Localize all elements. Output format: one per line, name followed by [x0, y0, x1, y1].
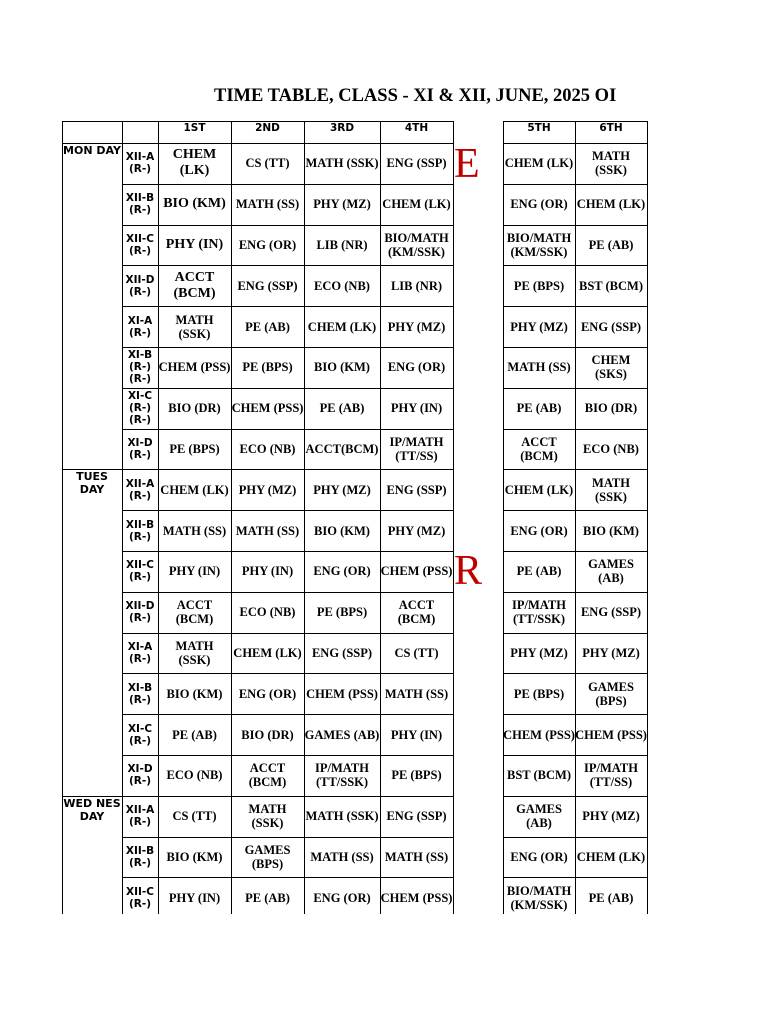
timetable-cell: ENG (SSP) [386, 482, 447, 497]
timetable-cell: LIB (NR) [390, 278, 443, 293]
timetable-cell: MATH (SSK) [175, 312, 214, 341]
timetable-cell: CHEM (LK) [382, 197, 451, 212]
timetable-cell: CHEM (PSS) [503, 727, 575, 742]
timetable-cell: MATH (SSK) [305, 809, 379, 824]
timetable-cell: CS (TT) [172, 809, 217, 824]
class-label: XI-A (R-) [127, 314, 153, 339]
timetable-cell: CHEM (PSS) [306, 686, 378, 701]
class-label: XII-C (R-) [126, 232, 154, 257]
timetable-cell: MATH (SS) [384, 686, 449, 701]
timetable-cell: PHY (MZ) [387, 319, 446, 334]
timetable-cell: CHEM (LK) [172, 147, 217, 179]
day-label: MON DAY [63, 144, 121, 157]
timetable-cell: MATH (SS) [235, 523, 300, 538]
day-label: WED NES DAY [63, 796, 121, 823]
timetable-cell: MATH (SS) [310, 849, 374, 864]
timetable-cell: CHEM (LK) [233, 645, 302, 660]
timetable-cell: ECO (NB) [583, 441, 639, 456]
timetable-cell: ENG (OR) [510, 849, 568, 864]
timetable-cell: PE (AB) [588, 890, 634, 905]
timetable-cell: CHEM (PSS) [231, 401, 304, 416]
timetable-cell: GAMES (AB) [516, 802, 562, 831]
page-title: TIME TABLE, CLASS - XI & XII, JUNE, 2025 OI [214, 86, 617, 106]
timetable-cell: PE (BPS) [391, 768, 442, 783]
timetable-cell: CHEM (LK) [576, 197, 646, 212]
class-label: XII-A (R-) [125, 151, 155, 176]
timetable-cell: CHEM (SKS) [591, 353, 631, 382]
timetable-cell: CHEM (LK) [504, 482, 574, 497]
timetable-cell: BIO (KM) [314, 523, 370, 538]
timetable-cell: CHEM (LK) [307, 319, 377, 334]
period-header: 3RD [329, 122, 355, 134]
period-header: 6TH [599, 122, 623, 134]
timetable-cell: MATH (SS) [235, 197, 300, 212]
timetable-cell: IP/MATH (TT/SSK) [315, 761, 369, 790]
period-header: 1ST [183, 122, 206, 134]
timetable-cell: PHY (IN) [390, 727, 443, 742]
timetable-cell: IP/MATH (TT/SS) [389, 434, 444, 463]
timetable-cell: PE (AB) [245, 319, 290, 334]
timetable-cell: CHEM (PSS) [380, 890, 453, 905]
timetable-cell: BIO (KM) [314, 360, 370, 375]
timetable-cell: ACCT (BCM) [175, 598, 214, 627]
timetable-cell: ECO (NB) [239, 605, 296, 620]
timetable-cell: ACCT (BCM) [173, 269, 216, 301]
timetable-cell: PE (BPS) [316, 605, 368, 620]
timetable-cell: PHY (MZ) [313, 197, 371, 212]
timetable-cell: ECO (NB) [166, 768, 223, 783]
timetable-cell: ENG (SSP) [580, 319, 642, 334]
timetable-cell: PE (BPS) [242, 360, 293, 375]
class-label: XII-C (R-) [126, 559, 154, 584]
timetable-cell: CHEM (PSS) [575, 727, 647, 742]
class-label: XII-B (R-) [125, 844, 155, 869]
timetable-cell: PHY (MZ) [582, 645, 640, 660]
timetable-cell: MATH (SSK) [175, 638, 214, 667]
timetable-cell: MATH (SSK) [592, 149, 630, 178]
timetable-cell: ENG (SSP) [311, 645, 373, 660]
timetable-cell: CHEM (LK) [160, 482, 229, 497]
period-header: 2ND [255, 122, 280, 134]
timetable-cell: MATH (SSK) [305, 156, 379, 171]
timetable-cell: ENG (OR) [387, 360, 446, 375]
timetable-cell: BST (BCM) [578, 278, 643, 293]
timetable-cell: PE (AB) [245, 890, 290, 905]
timetable-cell: PHY (MZ) [238, 482, 297, 497]
timetable-cell: BIO/MATH (KM/SSK) [384, 230, 449, 259]
class-label: XII-A (R-) [125, 477, 155, 502]
timetable-cell: PHY (MZ) [582, 809, 640, 824]
timetable-cell: CS (TT) [394, 645, 439, 660]
timetable-cell: BST (BCM) [506, 768, 571, 783]
timetable-cell: CHEM (LK) [576, 849, 646, 864]
class-label: XII-D (R-) [125, 273, 155, 298]
timetable-cell: IP/MATH (TT/SSK) [512, 598, 566, 627]
timetable-cell: BIO (DR) [241, 727, 294, 742]
timetable-cell: PHY (MZ) [510, 645, 568, 660]
timetable-cell: CHEM (PSS) [158, 360, 231, 375]
timetable-cell: ENG (SSP) [386, 156, 447, 171]
timetable-cell: PE (AB) [319, 401, 365, 416]
timetable-cell: ENG (OR) [238, 237, 297, 252]
grid-line [647, 121, 648, 914]
timetable-cell: PE (AB) [588, 237, 634, 252]
class-label: XI-B (R-) [127, 681, 153, 706]
grid-line [453, 121, 454, 914]
timetable-cell: PHY (MZ) [387, 523, 446, 538]
class-label: XI-D (R-) [127, 436, 153, 461]
class-label: XII-C (R-) [126, 885, 154, 910]
period-header: 5TH [527, 122, 551, 134]
timetable-cell: GAMES (AB) [588, 557, 634, 586]
timetable-cell: LIB (NR) [316, 237, 368, 252]
class-label: XI-B (R-) (R-) [127, 349, 153, 386]
timetable-cell: CHEM (LK) [504, 156, 574, 171]
timetable-cell: PHY (IN) [390, 401, 443, 416]
class-label: XI-D (R-) [127, 763, 153, 788]
timetable-cell: MATH (SS) [162, 523, 227, 538]
class-label: XI-C (R-) [127, 722, 153, 747]
timetable-cell: MATH (SS) [384, 849, 449, 864]
day-label: TUES DAY [76, 470, 108, 497]
class-label: XI-C (R-) (R-) [127, 390, 153, 427]
timetable-cell: ENG (OR) [510, 523, 568, 538]
timetable-cell: ENG (SSP) [580, 605, 642, 620]
timetable-cell: CS (TT) [245, 156, 290, 171]
timetable-cell: ENG (OR) [510, 197, 568, 212]
timetable-cell: GAMES (BPS) [244, 842, 291, 871]
timetable-cell: PE (AB) [172, 727, 217, 742]
timetable-cell: PE (AB) [516, 401, 562, 416]
class-label: XII-B (R-) [125, 518, 155, 543]
timetable-cell: PE (BPS) [169, 441, 220, 456]
timetable-cell: IP/MATH (TT/SS) [584, 761, 638, 790]
timetable-cell: BIO (KM) [166, 686, 223, 701]
timetable-cell: ENG (OR) [313, 890, 371, 905]
timetable-cell: ENG (SSP) [237, 278, 298, 293]
timetable-cell: ACCT (BCM) [248, 761, 287, 790]
timetable-cell: PHY (MZ) [510, 319, 568, 334]
timetable-cell: PHY (IN) [165, 236, 224, 252]
timetable-cell: ENG (OR) [238, 686, 297, 701]
timetable-cell: ACCT (BCM) [520, 434, 558, 463]
timetable-cell: BIO/MATH (KM/SSK) [506, 230, 572, 259]
timetable-cell: GAMES (AB) [304, 727, 380, 742]
timetable-cell: MATH (SSK) [592, 475, 630, 504]
period-header: 4TH [404, 122, 429, 134]
timetable-cell: ENG (SSP) [386, 809, 447, 824]
class-label: XII-A (R-) [125, 804, 155, 829]
class-label: XII-D (R-) [125, 600, 155, 625]
timetable-cell: ENG (OR) [313, 564, 371, 579]
timetable-cell: GAMES (BPS) [588, 679, 634, 708]
timetable-cell: ACCT (BCM) [397, 598, 436, 627]
break-letter: R [454, 548, 483, 594]
timetable-cell: BIO (KM) [163, 196, 226, 212]
timetable-cell: PE (BPS) [513, 278, 565, 293]
timetable-cell: ECO (NB) [239, 441, 296, 456]
timetable-cell: MATH (SS) [507, 360, 571, 375]
break-letter: E [454, 141, 480, 187]
timetable-cell: BIO (KM) [583, 523, 639, 538]
timetable-cell: ACCT(BCM) [305, 441, 379, 456]
timetable-cell: PE (AB) [516, 564, 562, 579]
timetable-cell: CHEM (PSS) [380, 564, 453, 579]
class-label: XII-B (R-) [125, 192, 155, 217]
class-label: XI-A (R-) [127, 640, 153, 665]
timetable-cell: PHY (IN) [241, 564, 294, 579]
timetable-cell: BIO (DR) [168, 401, 221, 416]
timetable-cell: MATH (SSK) [248, 802, 287, 831]
timetable-cell: BIO (DR) [584, 401, 638, 416]
timetable-cell: BIO/MATH (KM/SSK) [506, 883, 572, 912]
timetable-cell: BIO (KM) [166, 849, 223, 864]
grid-line [62, 121, 63, 914]
timetable-cell: PHY (IN) [168, 564, 221, 579]
timetable-cell: PE (BPS) [513, 686, 565, 701]
timetable-cell: PHY (IN) [168, 890, 221, 905]
timetable-cell: PHY (MZ) [313, 482, 371, 497]
timetable-cell: ECO (NB) [314, 278, 370, 293]
